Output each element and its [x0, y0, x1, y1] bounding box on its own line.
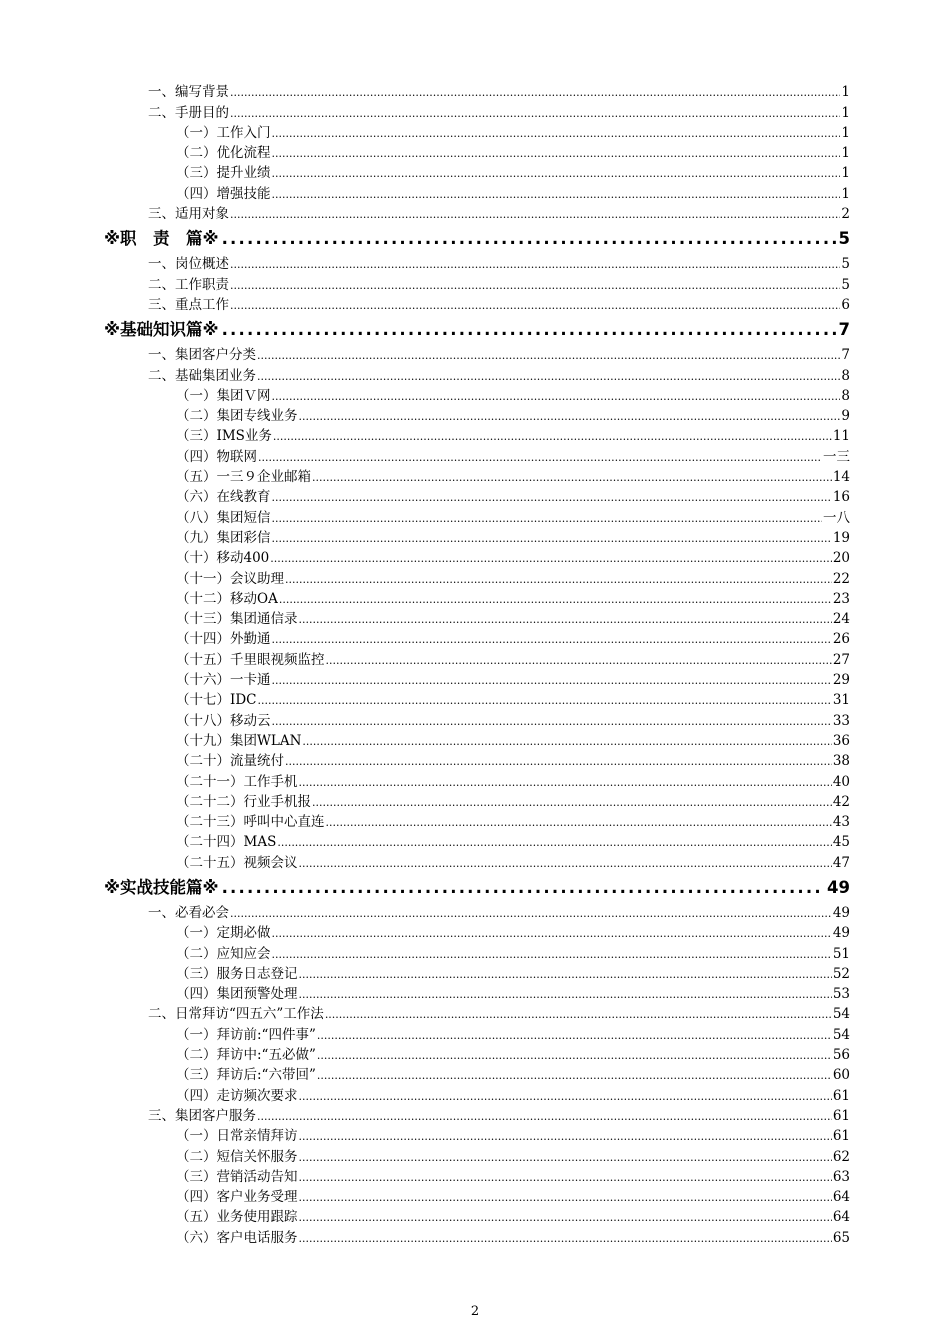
- toc-entry-title: 一、集团客户分类: [148, 347, 256, 364]
- toc-entry[interactable]: [176, 526, 850, 546]
- toc-entry[interactable]: [176, 384, 850, 404]
- toc-entry-title: （六）在线教育: [176, 489, 271, 506]
- toc-entry-page: 8: [841, 387, 850, 404]
- toc-entry-page: 56: [832, 1047, 850, 1064]
- toc-entry[interactable]: [176, 444, 850, 464]
- toc-entry[interactable]: [176, 1205, 850, 1225]
- toc-entry-page: 23: [832, 590, 850, 607]
- toc-leader-dots: [272, 633, 832, 647]
- toc-entry[interactable]: [176, 181, 850, 201]
- toc-entry-title: （十六）一卡通: [176, 672, 271, 689]
- toc-leader-dots: [312, 471, 832, 485]
- toc-leader-dots: [230, 907, 832, 921]
- toc-entry-page: 49: [832, 925, 850, 942]
- toc-leader-dots: [272, 127, 841, 141]
- toc-leader-dots: [325, 1008, 832, 1022]
- toc-leader-dots: [230, 299, 840, 313]
- toc-leader-dots: [257, 1110, 832, 1124]
- toc-leader-dots: [272, 167, 841, 181]
- toc-leader-dots: [257, 370, 840, 384]
- toc-entry-title: （十一）会议助理: [176, 570, 284, 587]
- toc-entry[interactable]: [176, 627, 850, 647]
- toc-entry[interactable]: [176, 505, 850, 525]
- toc-leader-dots: [285, 573, 832, 587]
- toc-entry-page: 27: [832, 651, 850, 668]
- toc-entry-page: 49: [827, 877, 850, 897]
- toc-leader-dots: [299, 968, 832, 982]
- toc-entry-title: （十四）外勤通: [176, 631, 271, 648]
- toc-leader-dots: [299, 1171, 832, 1185]
- toc-entry-title: 三、重点工作: [148, 296, 229, 313]
- toc-entry[interactable]: [176, 1225, 850, 1245]
- toc-entry[interactable]: [176, 769, 850, 789]
- toc-entry-title: （二十三）呼叫中心直连: [176, 814, 325, 831]
- toc-entry-title: （五）业务使用跟踪: [176, 1209, 298, 1226]
- toc-entry[interactable]: [176, 729, 850, 749]
- toc-leader-dots: [230, 208, 840, 222]
- toc-entry[interactable]: [176, 1043, 850, 1063]
- toc-entry-page: 51: [832, 945, 850, 962]
- toc-entry-title: 二、日常拜访“四五六”工作法: [148, 1006, 324, 1023]
- toc-entry[interactable]: [176, 161, 850, 181]
- toc-entry-page: 49: [832, 904, 850, 921]
- table-of-contents: [0, 80, 950, 1246]
- toc-entry-page: 14: [832, 469, 850, 486]
- toc-entry-title: （一）集团Ｖ网: [176, 387, 271, 404]
- toc-entry-title: 一、岗位概述: [148, 256, 229, 273]
- toc-entry-title: （八）集团短信: [176, 509, 271, 526]
- toc-entry-title: （三）拜访后:“六带回”: [176, 1067, 316, 1084]
- toc-leader-dots: [272, 147, 841, 161]
- toc-entry-title: （二十二）行业手机报: [176, 793, 311, 810]
- toc-entry[interactable]: [176, 485, 850, 505]
- toc-entry-title: （十八）移动云: [176, 712, 271, 729]
- toc-entry-page: 22: [832, 570, 850, 587]
- toc-entry-page: 62: [832, 1148, 850, 1165]
- toc-entry-title: （九）集团彩信: [176, 529, 271, 546]
- toc-entry[interactable]: [176, 982, 850, 1002]
- toc-entry-page: 一八: [823, 509, 850, 526]
- toc-leader-dots: [299, 857, 832, 871]
- toc-leader-dots: [317, 1049, 832, 1063]
- toc-leader-dots: [299, 410, 841, 424]
- toc-entry-title: （一）日常亲情拜访: [176, 1128, 298, 1145]
- toc-entry[interactable]: [176, 668, 850, 688]
- toc-entry-title: （三）IMS业务: [176, 428, 272, 445]
- toc-entry[interactable]: [176, 465, 850, 485]
- toc-leader-dots: [299, 1151, 832, 1165]
- toc-entry-title: （二十四）MAS: [176, 834, 277, 851]
- toc-entry-title: （二十）流量统付: [176, 753, 284, 770]
- toc-leader-dots: [299, 988, 832, 1002]
- toc-entry-page: 1: [841, 145, 850, 162]
- toc-entry-page: 5: [841, 276, 850, 293]
- toc-entry[interactable]: [176, 546, 850, 566]
- toc-leader-dots: [230, 279, 840, 293]
- toc-entry-page: 61: [832, 1128, 850, 1145]
- toc-entry-title: （四）集团预警处理: [176, 986, 298, 1003]
- toc-entry-page: 29: [832, 672, 850, 689]
- toc-entry[interactable]: [176, 850, 850, 870]
- toc-entry-title: 三、适用对象: [148, 206, 229, 223]
- toc-entry-title: （一）拜访前:“四件事”: [176, 1026, 316, 1043]
- toc-entry-page: 1: [841, 165, 850, 182]
- toc-leader-dots: [272, 674, 832, 688]
- toc-entry-page: 40: [832, 773, 850, 790]
- toc-entry-page: 一三: [823, 448, 850, 465]
- toc-leader-dots: [277, 836, 831, 850]
- toc-entry-title: （二十一）工作手机: [176, 773, 298, 790]
- toc-leader-dots: [230, 107, 840, 121]
- toc-entry-title: （十二）移动OA: [176, 590, 278, 607]
- toc-entry[interactable]: [148, 901, 850, 921]
- toc-entry-page: 42: [832, 793, 850, 810]
- toc-entry-page: 1: [841, 84, 850, 101]
- toc-leader-dots: [312, 796, 832, 810]
- toc-entry[interactable]: [176, 941, 850, 961]
- toc-entry[interactable]: [148, 202, 850, 222]
- toc-entry-title: （三）提升业绩: [176, 165, 271, 182]
- toc-entry-title: （十三）集团通信录: [176, 611, 298, 628]
- toc-leader-dots: [273, 430, 832, 444]
- toc-entry[interactable]: [176, 749, 850, 769]
- toc-entry-page: 60: [832, 1067, 850, 1084]
- toc-leader-dots: [326, 816, 832, 830]
- toc-entry-page: 7: [838, 319, 850, 339]
- toc-leader-dots: [272, 715, 832, 729]
- toc-entry-title: （四）物联网: [176, 448, 257, 465]
- toc-entry-page: 52: [832, 965, 850, 982]
- toc-entry-title: （十）移动400: [176, 550, 270, 567]
- toc-entry-page: 9: [841, 408, 850, 425]
- toc-entry-page: 64: [832, 1189, 850, 1206]
- toc-entry-title: （二）应知应会: [176, 945, 271, 962]
- toc-entry-title: ※职 责 篇※: [104, 229, 219, 249]
- toc-entry-title: 二、手册目的: [148, 104, 229, 121]
- toc-entry-page: 5: [841, 256, 850, 273]
- toc-entry[interactable]: [176, 1063, 850, 1083]
- toc-leader-dots: [285, 755, 832, 769]
- toc-entry[interactable]: [176, 1022, 850, 1042]
- toc-entry[interactable]: [176, 587, 850, 607]
- toc-entry-title: （四）走访频次要求: [176, 1087, 298, 1104]
- toc-entry-page: 24: [832, 611, 850, 628]
- toc-entry-title: （十七）IDC: [176, 692, 257, 709]
- toc-entry[interactable]: [176, 647, 850, 667]
- toc-entry[interactable]: [176, 607, 850, 627]
- toc-entry-title: ※实战技能篇※: [104, 877, 219, 897]
- toc-entry[interactable]: [176, 121, 850, 141]
- toc-leader-dots: [222, 878, 824, 898]
- toc-entry-page: 64: [832, 1209, 850, 1226]
- toc-entry-title: （四）客户业务受理: [176, 1189, 298, 1206]
- toc-entry-title: 一、编写背景: [148, 84, 229, 101]
- toc-entry-page: 63: [832, 1168, 850, 1185]
- toc-leader-dots: [230, 258, 840, 272]
- toc-entry-title: （一）工作入门: [176, 124, 271, 141]
- toc-entry-page: 54: [832, 1006, 850, 1023]
- toc-entry[interactable]: [176, 1144, 850, 1164]
- toc-entry-page: 26: [832, 631, 850, 648]
- toc-entry-page: 61: [832, 1087, 850, 1104]
- toc-entry-title: 二、基础集团业务: [148, 367, 256, 384]
- toc-leader-dots: [272, 532, 832, 546]
- toc-entry-page: 1: [841, 185, 850, 202]
- toc-entry[interactable]: [148, 80, 850, 100]
- toc-leader-dots: [272, 188, 841, 202]
- toc-entry-title: （十九）集团WLAN: [176, 732, 302, 749]
- toc-entry[interactable]: [176, 404, 850, 424]
- toc-leader-dots: [317, 1069, 832, 1083]
- toc-entry[interactable]: [176, 962, 850, 982]
- toc-entry-title: （二）优化流程: [176, 145, 271, 162]
- toc-entry-page: 61: [832, 1107, 850, 1124]
- toc-leader-dots: [222, 320, 836, 340]
- toc-entry[interactable]: [176, 790, 850, 810]
- toc-entry[interactable]: [176, 1185, 850, 1205]
- toc-entry[interactable]: [176, 1165, 850, 1185]
- toc-leader-dots: [299, 1211, 832, 1225]
- toc-entry-title: （二）集团专线业务: [176, 408, 298, 425]
- toc-leader-dots: [279, 593, 832, 607]
- toc-entry-title: （三）服务日志登记: [176, 965, 298, 982]
- toc-entry-title: 一、必看必会: [148, 904, 229, 921]
- toc-entry[interactable]: [148, 363, 850, 383]
- toc-leader-dots: [272, 927, 832, 941]
- toc-entry-page: 19: [832, 529, 850, 546]
- toc-entry-page: 5: [838, 229, 850, 249]
- toc-entry-page: 6: [841, 296, 850, 313]
- toc-leader-dots: [302, 735, 831, 749]
- toc-entry-page: 11: [832, 428, 850, 445]
- toc-entry-page: 36: [832, 732, 850, 749]
- toc-entry-page: 45: [832, 834, 850, 851]
- toc-entry-title: （二十五）视频会议: [176, 854, 298, 871]
- toc-entry-page: 31: [832, 692, 850, 709]
- toc-entry-page: 47: [832, 854, 850, 871]
- toc-entry-page: 2: [841, 206, 850, 223]
- toc-entry-title: （十五）千里眼视频监控: [176, 651, 325, 668]
- toc-entry-title: ※基础知识篇※: [104, 319, 219, 339]
- toc-leader-dots: [230, 86, 840, 100]
- toc-leader-dots: [299, 1090, 832, 1104]
- toc-entry[interactable]: [176, 708, 850, 728]
- toc-entry[interactable]: [176, 688, 850, 708]
- toc-entry[interactable]: [148, 293, 850, 313]
- toc-leader-dots: [272, 948, 832, 962]
- toc-leader-dots: [258, 451, 822, 465]
- toc-entry-page: 43: [832, 814, 850, 831]
- toc-entry-page: 1: [841, 104, 850, 121]
- toc-entry-page: 8: [841, 367, 850, 384]
- toc-entry[interactable]: [176, 141, 850, 161]
- toc-entry[interactable]: [176, 424, 850, 444]
- toc-entry-title: （二）短信关怀服务: [176, 1148, 298, 1165]
- toc-leader-dots: [326, 654, 832, 668]
- toc-leader-dots: [272, 390, 841, 404]
- toc-entry-page: 65: [832, 1229, 850, 1246]
- toc-entry-page: 16: [832, 489, 850, 506]
- toc-leader-dots: [299, 776, 832, 790]
- toc-entry-title: （五）一三９企业邮箱: [176, 469, 311, 486]
- toc-leader-dots: [258, 694, 832, 708]
- toc-entry-title: （一）定期必做: [176, 925, 271, 942]
- toc-entry[interactable]: [176, 810, 850, 830]
- toc-leader-dots: [317, 1029, 832, 1043]
- toc-entry-page: 38: [832, 753, 850, 770]
- toc-leader-dots: [299, 1191, 832, 1205]
- toc-leader-dots: [272, 491, 832, 505]
- toc-leader-dots: [299, 1232, 832, 1246]
- toc-entry-title: （六）客户电话服务: [176, 1229, 298, 1246]
- toc-entry-title: 二、工作职责: [148, 276, 229, 293]
- toc-entry-title: （四）增强技能: [176, 185, 271, 202]
- toc-leader-dots: [299, 613, 832, 627]
- toc-entry-page: 20: [832, 550, 850, 567]
- toc-leader-dots: [270, 552, 832, 566]
- toc-leader-dots: [257, 349, 840, 363]
- toc-entry[interactable]: [176, 830, 850, 850]
- toc-entry[interactable]: [148, 343, 850, 363]
- toc-entry[interactable]: [148, 1002, 850, 1022]
- toc-entry-page: 53: [832, 986, 850, 1003]
- toc-entry-page: 54: [832, 1026, 850, 1043]
- toc-entry-title: 三、集团客户服务: [148, 1107, 256, 1124]
- toc-entry[interactable]: [148, 272, 850, 292]
- toc-entry[interactable]: [176, 1083, 850, 1103]
- toc-entry-page: 1: [841, 124, 850, 141]
- toc-entry[interactable]: [148, 100, 850, 120]
- toc-section-heading[interactable]: [104, 222, 850, 252]
- toc-entry-page: 7: [841, 347, 850, 364]
- page-number: 2: [470, 1304, 480, 1319]
- toc-entry[interactable]: [176, 1124, 850, 1144]
- toc-entry-title: （三）营销活动告知: [176, 1168, 298, 1185]
- toc-entry-page: 33: [832, 712, 850, 729]
- toc-entry[interactable]: [176, 921, 850, 941]
- toc-section-heading[interactable]: [104, 871, 850, 901]
- toc-entry[interactable]: [176, 566, 850, 586]
- toc-leader-dots: [299, 1130, 832, 1144]
- toc-entry[interactable]: [148, 252, 850, 272]
- toc-leader-dots: [272, 512, 823, 526]
- toc-entry-title: （二）拜访中:“五必做”: [176, 1047, 316, 1064]
- toc-section-heading[interactable]: [104, 313, 850, 343]
- toc-leader-dots: [222, 229, 836, 249]
- toc-entry[interactable]: [148, 1104, 850, 1124]
